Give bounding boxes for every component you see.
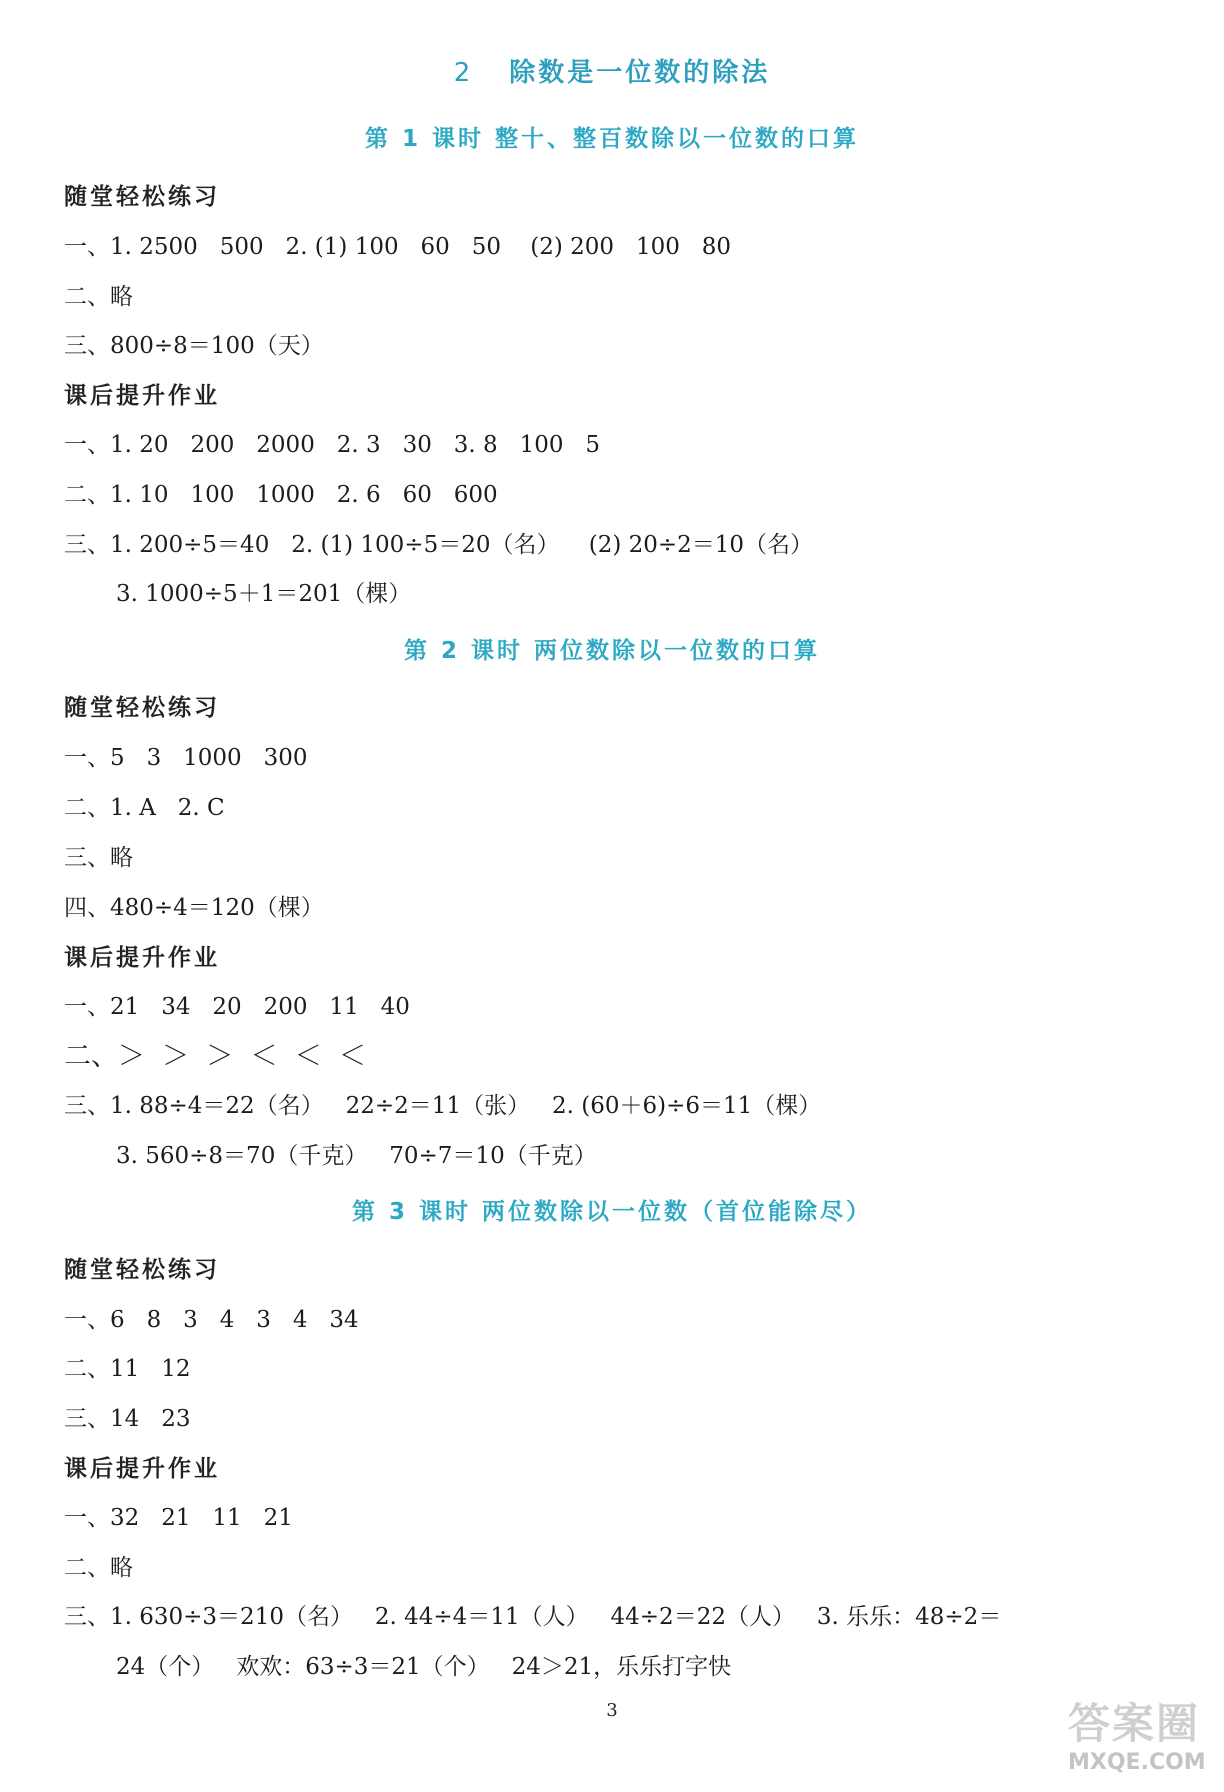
lesson-2-homework-heading: 课后提升作业	[64, 945, 220, 971]
answer-line: 三、略	[64, 845, 133, 871]
chapter-number: 2	[453, 58, 474, 88]
answer-line: 四、480÷4＝120（棵）	[64, 895, 324, 921]
lesson-1-title: 第 1 课时 整十、整百数除以一位数的口算	[364, 126, 860, 152]
lesson-2-title: 第 2 课时 两位数除以一位数的口算	[403, 638, 821, 664]
answer-line: 三、1. 630÷3＝210（名） 2. 44÷4＝11（人） 44÷2＝22（人） 3. 乐乐：48÷2＝	[64, 1604, 1002, 1630]
lesson-2-practice-heading: 随堂轻松练习	[64, 695, 220, 721]
answer-line: 二、略	[64, 284, 133, 310]
answer-line: 三、1. 200÷5＝40 2. (1) 100÷5＝20（名） (2) 20÷2＝10（名）	[64, 532, 814, 558]
answer-line: 三、1. 88÷4＝22（名） 22÷2＝11（张） 2. (60＋6)÷6＝11（棵）	[64, 1093, 822, 1119]
answer-line: 24（个） 欢欢：63÷3＝21（个） 24＞21，乐乐打字快	[116, 1654, 732, 1680]
site-watermark	[1068, 1700, 1218, 1786]
answer-line: 二、1. A 2. C	[64, 795, 225, 821]
chapter-text: 除数是一位数的除法	[509, 58, 771, 88]
answer-line: 一、1. 2500 500 2. (1) 100 60 50 (2) 200 100 80	[64, 234, 732, 260]
answer-line: 二、＞ ＞ ＞ ＜ ＜ ＜	[64, 1041, 366, 1072]
answer-line: 一、5 3 1000 300	[64, 745, 308, 771]
lesson-1-practice-heading: 随堂轻松练习	[64, 184, 220, 210]
answer-line: 3. 560÷8＝70（千克） 70÷7＝10（千克）	[116, 1143, 597, 1169]
answer-line: 二、1. 10 100 1000 2. 6 60 600	[64, 482, 498, 508]
answer-line: 三、800÷8＝100（天）	[64, 333, 324, 359]
lesson-1-homework-heading: 课后提升作业	[64, 383, 220, 409]
lesson-3-practice-heading: 随堂轻松练习	[64, 1257, 220, 1283]
answer-line: 一、1. 20 200 2000 2. 3 30 3. 8 100 5	[64, 432, 601, 458]
watermark-url: MXQE.COM	[1068, 1750, 1206, 1775]
watermark-logo: 答案圈	[1068, 1699, 1201, 1748]
answer-line: 一、32 21 11 21	[64, 1505, 293, 1531]
answer-line: 二、略	[64, 1555, 133, 1581]
page-number: 3	[606, 1700, 618, 1721]
lesson-3-homework-heading: 课后提升作业	[64, 1456, 220, 1482]
chapter-title	[0, 52, 1224, 89]
answer-line: 三、14 23	[64, 1406, 191, 1432]
answer-line: 二、11 12	[64, 1356, 191, 1382]
answer-line: 一、21 34 20 200 11 40	[64, 994, 410, 1020]
answer-line: 一、6 8 3 4 3 4 34	[64, 1307, 359, 1333]
answer-line: 3. 1000÷5＋1＝201（棵）	[116, 581, 412, 607]
lesson-3-title: 第 3 课时 两位数除以一位数（首位能除尽）	[351, 1199, 873, 1225]
